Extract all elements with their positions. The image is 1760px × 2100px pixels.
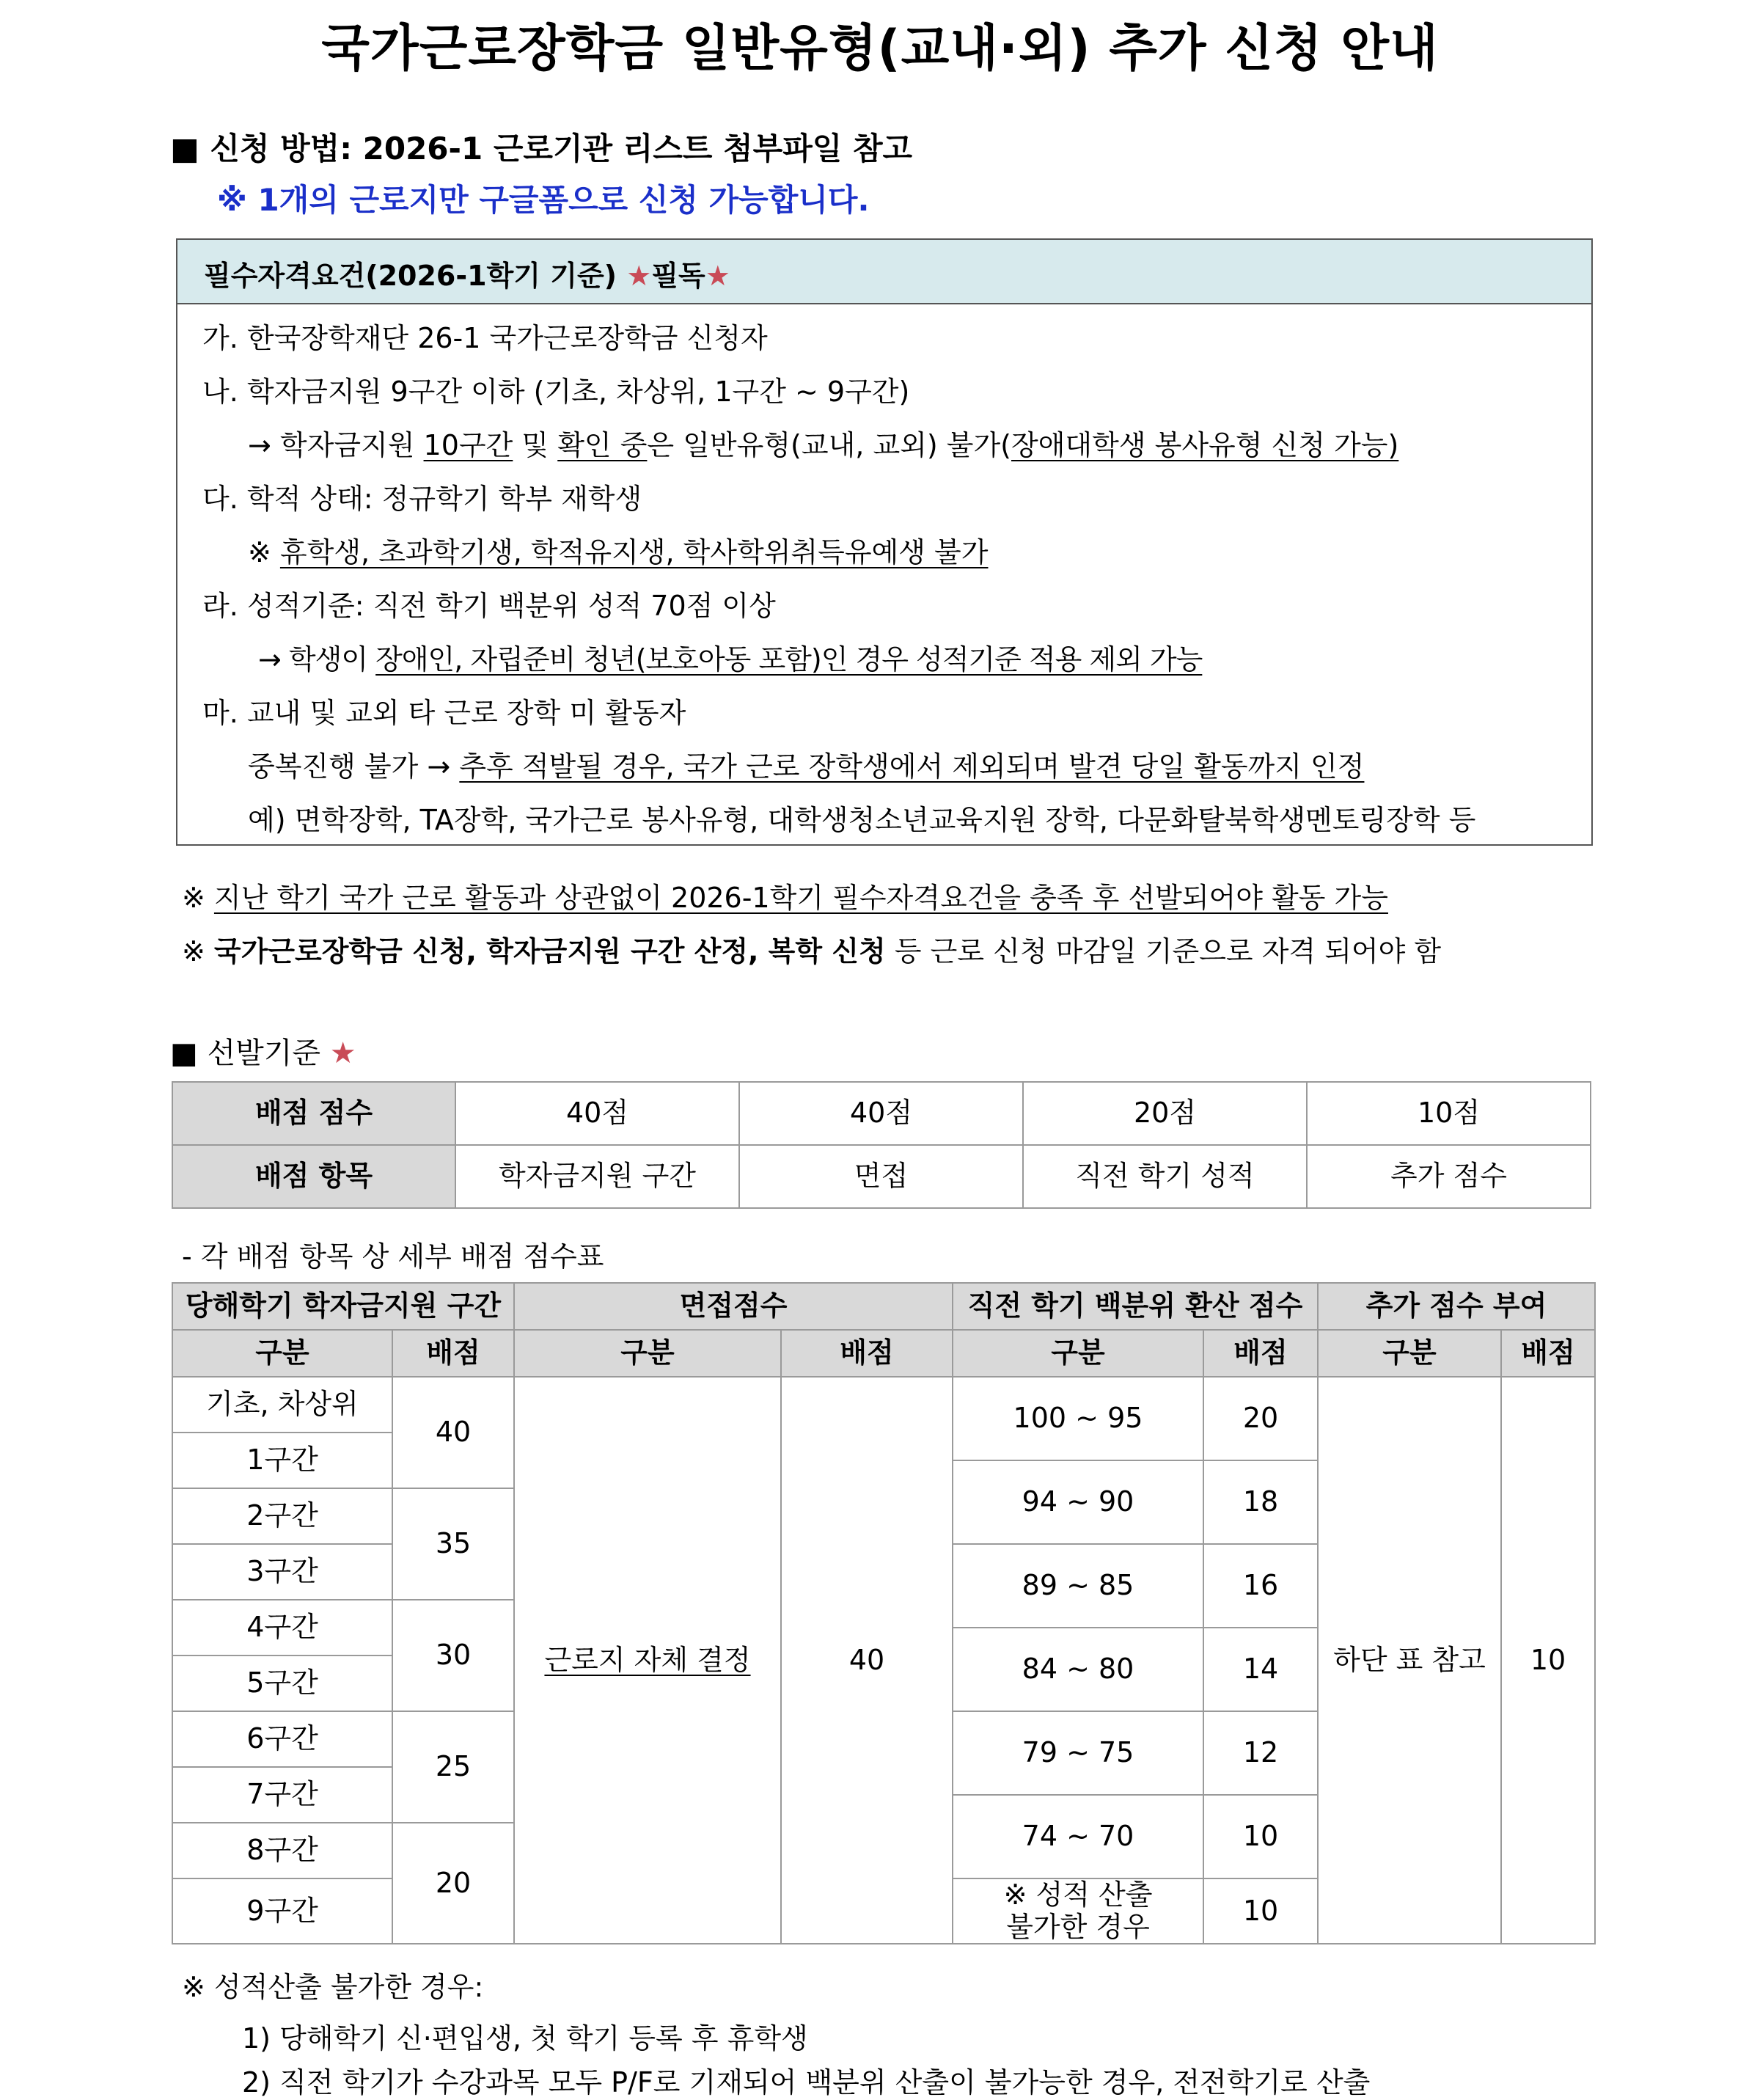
req-line-na: 나. 학자금지원 9구간 이하 (기초, 차상위, 1구간 ~ 9구간) (202, 376, 910, 408)
detail-score-table (172, 1282, 1596, 1944)
page-title: 국가근로장학금 일반유형(교내·외) 추가 신청 안내 (321, 20, 1439, 78)
bracket-cell: 기초, 차상위 (172, 1377, 392, 1433)
requirements-header-title (204, 253, 730, 293)
req-line-ma: 마. 교내 및 교외 타 근로 장학 미 활동자 (202, 697, 686, 729)
group-header-grade: 직전 학기 백분위 환산 점수 (953, 1283, 1318, 1330)
apply-notice: ※ 1개의 근로지만 구글폼으로 신청 가능합니다. (217, 182, 870, 218)
grade-range-cell: 94 ~ 90 (953, 1460, 1203, 1544)
footnote-heading: ※ 성적산출 불가한 경우: (182, 1971, 484, 2003)
selection-heading (170, 1030, 356, 1072)
score-row-label: 배점 점수 (172, 1082, 455, 1145)
grade-score-cell: 10 (1203, 1878, 1318, 1944)
col-header-gubun: 구분 (172, 1330, 392, 1377)
note-2 (182, 929, 1441, 969)
text-segment: → 학생이 (258, 643, 376, 676)
text-segment: 국가근로장학금 신청, 학자금지원 구간 산정, 복학 신청 (213, 935, 886, 967)
star-icon: ★ (626, 260, 652, 292)
square-bullet-icon: ■ (170, 1036, 198, 1070)
text-segment: ※ (248, 536, 280, 568)
grade-range-cell: 84 ~ 80 (953, 1628, 1203, 1711)
footnote-item-2: 2) 직전 학기가 수강과목 모두 P/F로 기재되어 백분위 산출이 불가능한 경우, 전전학기로 산출 (242, 2066, 1371, 2099)
score-cell: 40점 (739, 1082, 1023, 1145)
requirements-title-text: 필수자격요건(2026-1학기 기준) (204, 260, 617, 292)
text-segment: 지난 학기 국가 근로 활동과 상관없이 2026-1학기 필수자격요건을 충족 후 선발되어야 활동 가능 (213, 882, 1388, 914)
bracket-score-cell: 30 (392, 1600, 514, 1711)
grade-score-cell: 16 (1203, 1544, 1318, 1628)
col-header-score: 배점 (392, 1330, 514, 1377)
text-segment: 장애인, 자립준비 청년(보호아동 포함)인 경우 성적기준 적용 제외 가능 (375, 643, 1203, 676)
req-line-ma-sub2: 예) 면학장학, TA장학, 국가근로 봉사유형, 대학생청소년교육지원 장학, 다문화탈북학생멘토링장학 등 (248, 804, 1476, 836)
req-line-da: 다. 학적 상태: 정규학기 학부 재학생 (202, 483, 642, 515)
item-cell: 면접 (739, 1145, 1023, 1208)
text-segment: 휴학생, 초과학기생, 학적유지생, 학사학위취득유예생 불가 (279, 536, 989, 568)
item-cell: 학자금지원 구간 (455, 1145, 739, 1208)
detail-caption: - 각 배점 항목 상 세부 배점 점수표 (182, 1240, 604, 1273)
bracket-score-cell: 40 (392, 1377, 514, 1488)
score-row (172, 1082, 1591, 1145)
apply-heading (170, 125, 912, 169)
group-header-bracket: 당해학기 학자금지원 구간 (172, 1283, 514, 1330)
col-header-gubun: 구분 (953, 1330, 1203, 1377)
star-icon: ★ (705, 260, 730, 292)
req-line-ra: 라. 성적기준: 직전 학기 백분위 성적 70점 이상 (202, 590, 776, 622)
text-segment: 등 근로 신청 마감일 기준으로 자격 되어야 함 (885, 935, 1442, 967)
selection-heading-text: 선발기준 (207, 1036, 321, 1070)
requirements-box (176, 238, 1593, 846)
text-segment: 중복진행 불가 → (248, 750, 460, 783)
group-header-interview: 면접점수 (514, 1283, 953, 1330)
col-header-gubun: 구분 (1318, 1330, 1501, 1377)
col-header-gubun: 구분 (514, 1330, 781, 1377)
grade-score-cell: 20 (1203, 1377, 1318, 1460)
bracket-cell: 4구간 (172, 1600, 392, 1656)
bracket-cell: 2구간 (172, 1488, 392, 1544)
grade-range-cell: 79 ~ 75 (953, 1711, 1203, 1795)
text-segment: → 학자금지원 (248, 429, 424, 461)
grade-score-cell: 10 (1203, 1795, 1318, 1878)
text-segment: ※ (182, 882, 214, 914)
grade-range-cell (953, 1878, 1203, 1944)
bracket-cell: 5구간 (172, 1656, 392, 1711)
item-row-label: 배점 항목 (172, 1145, 455, 1208)
grade-score-cell: 12 (1203, 1711, 1318, 1795)
extra-gubun-cell: 하단 표 참고 (1318, 1377, 1501, 1944)
selection-table (172, 1081, 1591, 1209)
grade-range-cell: 74 ~ 70 (953, 1795, 1203, 1878)
table-row (172, 1377, 1595, 1405)
star-icon: ★ (329, 1036, 356, 1070)
bracket-cell: 8구간 (172, 1823, 392, 1878)
bracket-score-cell: 25 (392, 1711, 514, 1823)
grade-unavailable-line2: 불가한 경우 (1006, 1910, 1150, 1943)
group-header-row (172, 1283, 1595, 1330)
text-segment: 장애대학생 봉사유형 신청 가능) (1011, 429, 1399, 461)
apply-heading-text: 신청 방법: 2026-1 근로기관 리스트 첨부파일 참고 (210, 131, 913, 167)
interview-score-cell: 40 (781, 1377, 953, 1944)
score-cell: 20점 (1023, 1082, 1307, 1145)
req-line-ra-sub (258, 637, 1202, 677)
interview-gubun-text: 근로지 자체 결정 (544, 1643, 751, 1676)
requirements-header (177, 240, 1591, 304)
req-line-ga: 가. 한국장학재단 26-1 국가근로장학금 신청자 (202, 322, 768, 354)
footnote-item-1: 1) 당해학기 신·편입생, 첫 학기 등록 후 휴학생 (242, 2022, 808, 2055)
item-cell: 추가 점수 (1307, 1145, 1591, 1208)
bracket-cell: 6구간 (172, 1711, 392, 1767)
item-cell: 직전 학기 성적 (1023, 1145, 1307, 1208)
text-segment: 추후 적발될 경우, 국가 근로 장학생에서 제외되며 발견 당일 활동까지 인정 (459, 750, 1365, 783)
square-bullet-icon: ■ (170, 131, 199, 167)
bracket-score-cell: 20 (392, 1823, 514, 1944)
item-row (172, 1145, 1591, 1208)
text-segment: 은 일반유형(교내, 교외) 불가( (647, 429, 1012, 461)
grade-range-cell: 89 ~ 85 (953, 1544, 1203, 1628)
bracket-cell: 7구간 (172, 1767, 392, 1823)
grade-score-cell: 18 (1203, 1460, 1318, 1544)
req-line-ma-sub1 (248, 744, 1364, 784)
col-header-score: 배점 (1501, 1330, 1595, 1377)
score-cell: 10점 (1307, 1082, 1591, 1145)
text-segment: 및 (513, 429, 558, 461)
text-segment: 확인 중 (557, 429, 648, 461)
col-header-score: 배점 (1203, 1330, 1318, 1377)
score-cell: 40점 (455, 1082, 739, 1145)
col-header-score: 배점 (781, 1330, 953, 1377)
bracket-score-cell: 35 (392, 1488, 514, 1600)
grade-range-cell: 100 ~ 95 (953, 1377, 1203, 1460)
column-header-row (172, 1330, 1595, 1377)
req-line-na-sub (248, 422, 1398, 463)
text-segment: ※ (182, 935, 214, 967)
interview-gubun-cell (514, 1377, 781, 1944)
extra-score-cell: 10 (1501, 1377, 1595, 1944)
req-line-da-sub (248, 530, 988, 570)
grade-score-cell: 14 (1203, 1628, 1318, 1711)
must-read-label: 필독 (651, 260, 705, 292)
bracket-cell: 1구간 (172, 1433, 392, 1488)
bracket-cell: 9구간 (172, 1878, 392, 1944)
group-header-extra: 추가 점수 부여 (1318, 1283, 1595, 1330)
grade-unavailable-line1: ※ 성적 산출 (1003, 1878, 1153, 1911)
bracket-cell: 3구간 (172, 1544, 392, 1600)
note-1 (182, 875, 1388, 915)
text-segment: 10구간 (423, 429, 513, 461)
